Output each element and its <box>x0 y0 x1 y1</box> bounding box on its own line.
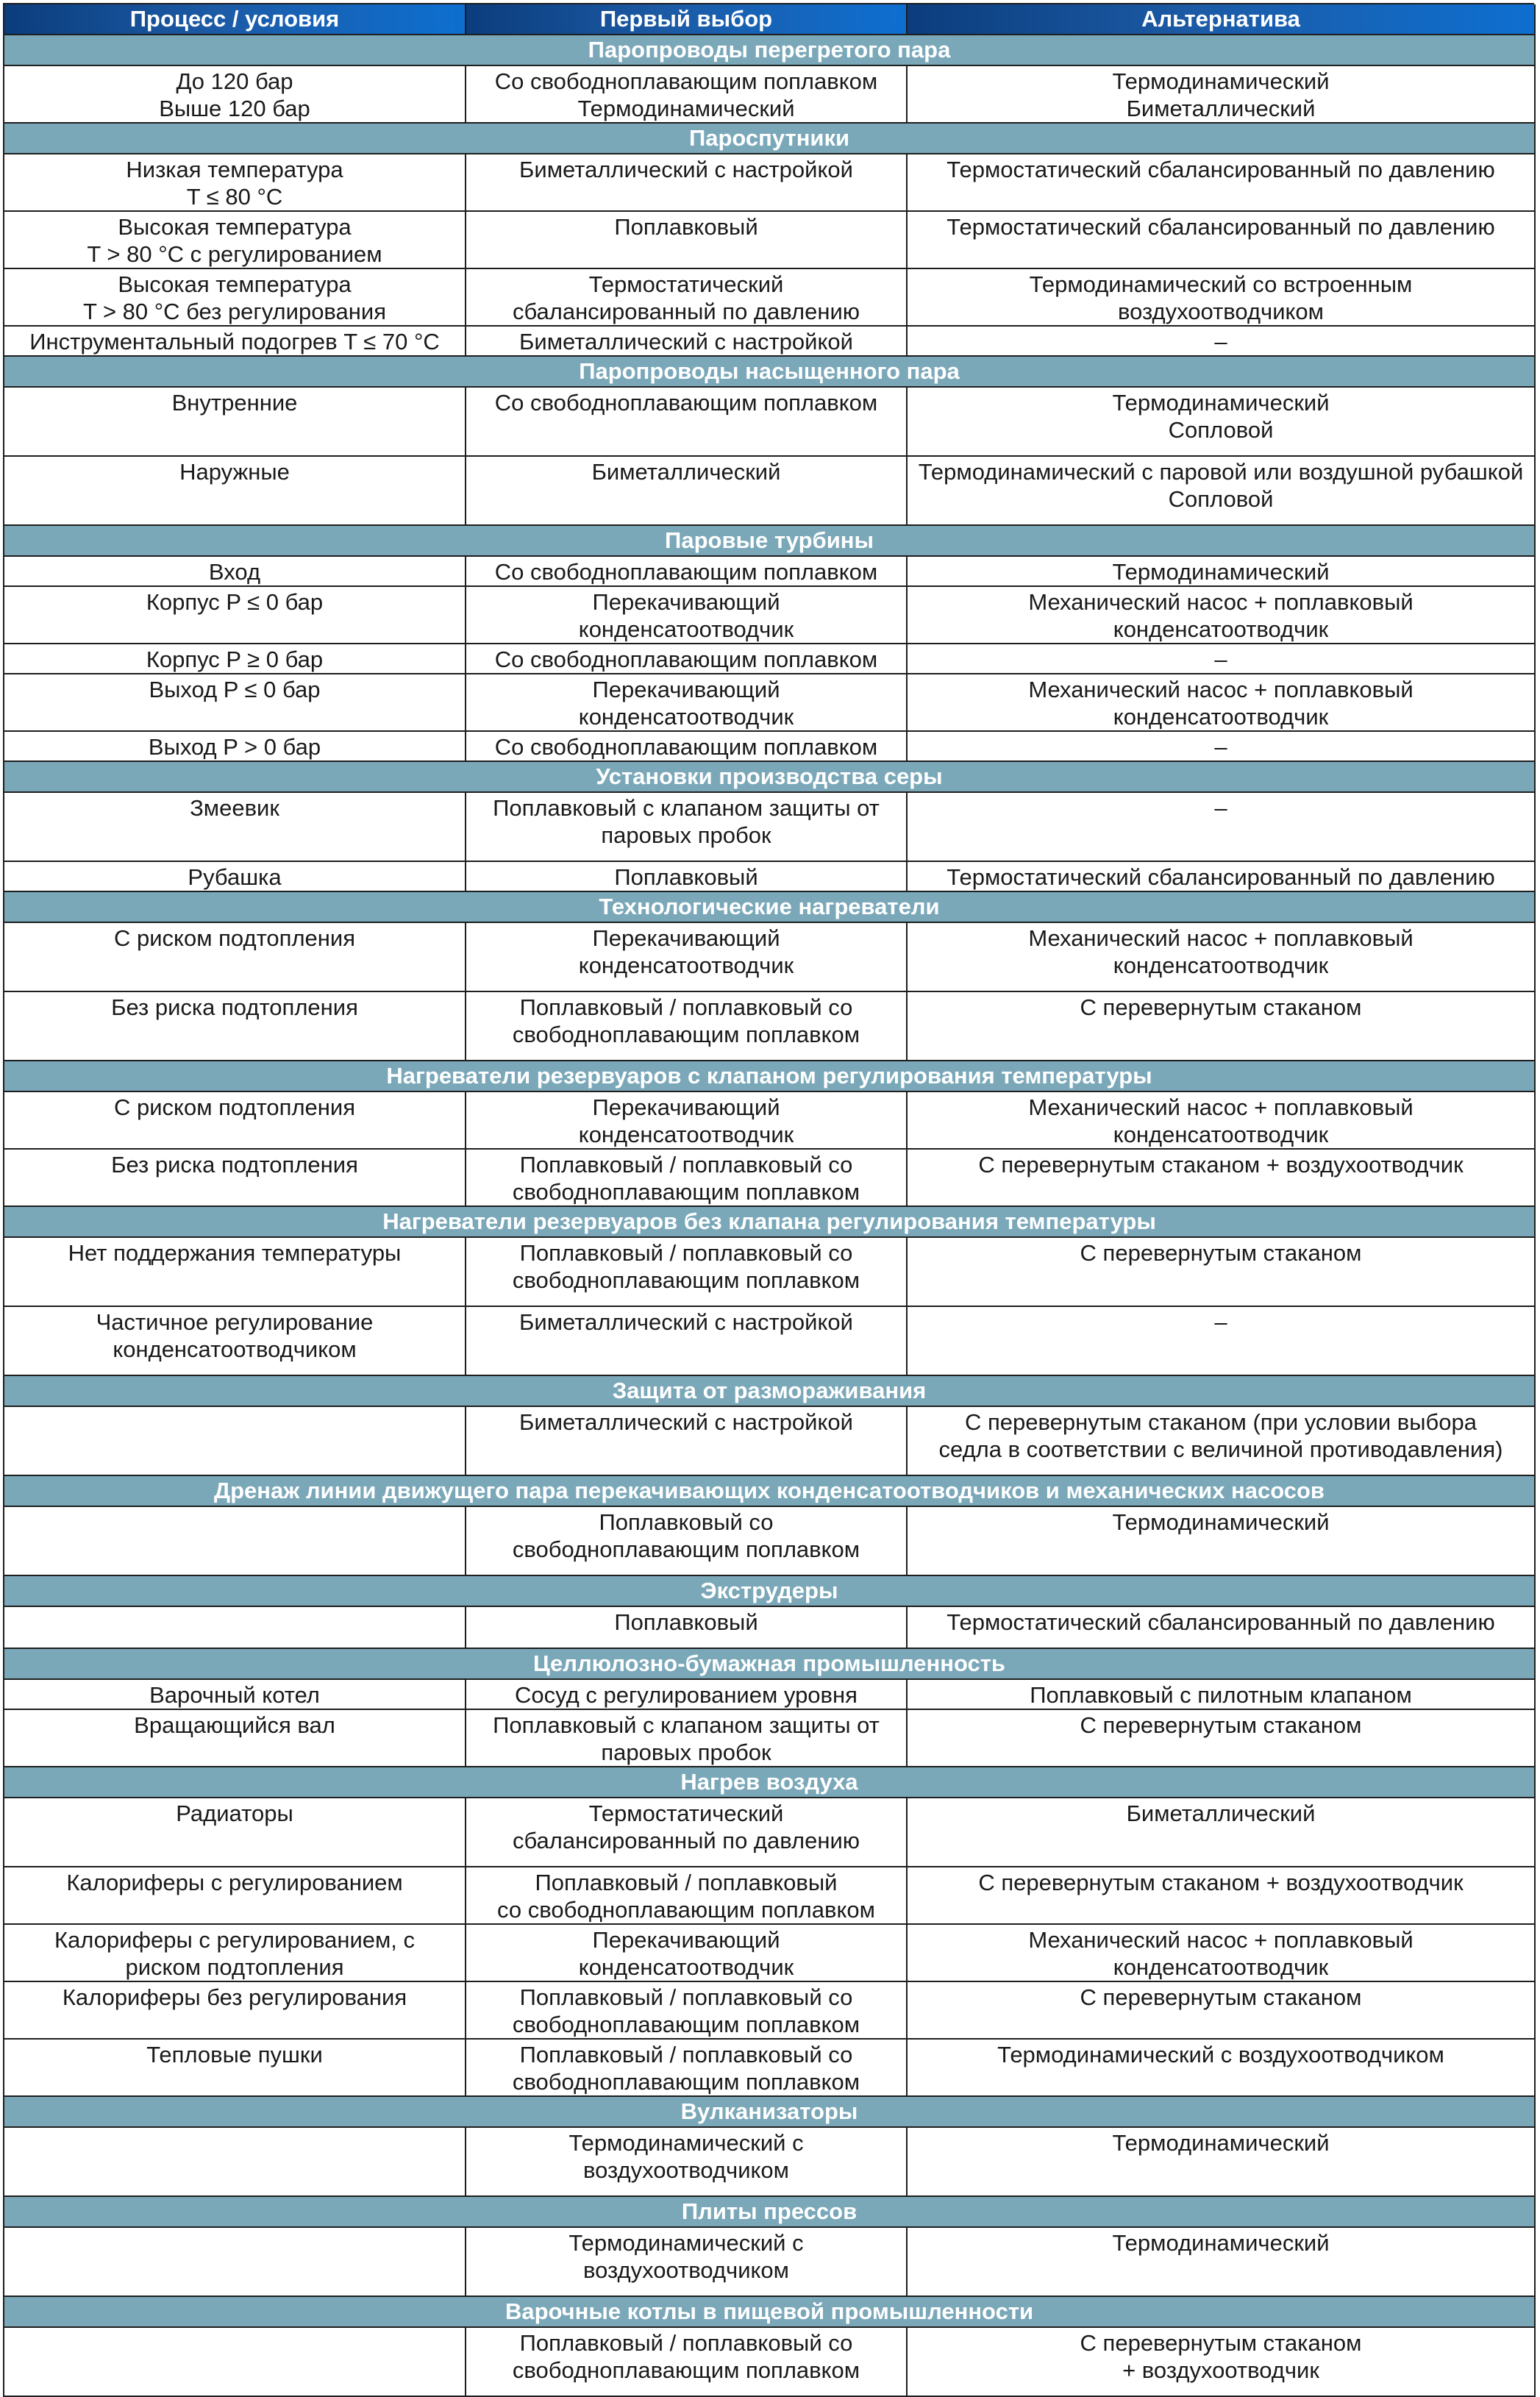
steam-trap-selection-table <box>3 3 1534 2397</box>
row-alternative: – <box>908 327 1536 357</box>
row-alternative: Механический насос + поплавковый конденсатоотводчик <box>908 587 1536 644</box>
row-process: Нет поддержания температуры <box>4 1238 466 1307</box>
row-first-choice: Поплавковый / поплавковый со свободноплавающим поплавком <box>466 1150 908 1207</box>
row-process: Варочный котел <box>4 1680 466 1710</box>
row-first-choice: Поплавковый <box>466 1607 908 1649</box>
row-process: Наружные <box>4 457 466 526</box>
row-process <box>4 2128 466 2197</box>
row-process: Высокая температура T > 80 °C без регулирования <box>4 269 466 327</box>
row-alternative: С перевернутым стаканом <box>908 992 1536 1061</box>
row-alternative: Механический насос + поплавковый конденсатоотводчик <box>908 674 1536 732</box>
row-first-choice: Термодинамический с воздухоотводчиком <box>466 2128 908 2197</box>
row-alternative: Термостатический сбалансированный по давлению <box>908 154 1536 212</box>
row-first-choice: Термодинамический с воздухоотводчиком <box>466 2228 908 2297</box>
row-first-choice: Сосуд с регулированием уровня <box>466 1680 908 1710</box>
row-alternative: Поплавковый с пилотным клапаном <box>908 1680 1536 1710</box>
row-first-choice: Перекачивающий конденсатоотводчик <box>466 923 908 992</box>
header-process: Процесс / условия <box>4 4 466 35</box>
row-alternative: Термостатический сбалансированный по давлению <box>908 862 1536 892</box>
row-first-choice: Поплавковый / поплавковый со свободноплавающим поплавком <box>466 1867 908 1925</box>
row-alternative: Механический насос + поплавковый конденсатоотводчик <box>908 1925 1536 1982</box>
row-alternative: Термодинамический Сопловой <box>908 388 1536 457</box>
row-first-choice: Термостатический сбалансированный по давлению <box>466 269 908 327</box>
row-process: Калориферы с регулированием <box>4 1867 466 1925</box>
row-first-choice: Биметаллический с настройкой <box>466 327 908 357</box>
row-alternative: С перевернутым стаканом + воздухоотводчик <box>908 1867 1536 1925</box>
row-first-choice: Со свободноплавающим поплавком <box>466 732 908 762</box>
row-alternative: – <box>908 1307 1536 1376</box>
row-process: Внутренние <box>4 388 466 457</box>
row-alternative: – <box>908 793 1536 862</box>
section-title: Нагреватели резервуаров без клапана регулирования температуры <box>4 1207 1536 1238</box>
row-process <box>4 1607 466 1649</box>
row-alternative: Термодинамический <box>908 2228 1536 2297</box>
row-alternative: – <box>908 732 1536 762</box>
section-title: Вулканизаторы <box>4 2097 1536 2128</box>
row-process <box>4 1407 466 1476</box>
row-alternative: С перевернутым стаканом + воздухоотводчик <box>908 1150 1536 1207</box>
row-first-choice: Поплавковый с клапаном защиты от паровых пробок <box>466 1710 908 1767</box>
row-first-choice: Перекачивающий конденсатоотводчик <box>466 674 908 732</box>
section-title: Установки производства серы <box>4 762 1536 793</box>
row-alternative: Термодинамический Биметаллический <box>908 66 1536 124</box>
row-process: Змеевик <box>4 793 466 862</box>
row-alternative: Механический насос + поплавковый конденсатоотводчик <box>908 1092 1536 1150</box>
row-process: Выход P ≤ 0 бар <box>4 674 466 732</box>
row-first-choice: Поплавковый / поплавковый со свободноплавающим поплавком <box>466 1238 908 1307</box>
row-first-choice: Перекачивающий конденсатоотводчик <box>466 1925 908 1982</box>
row-process: Без риска подтопления <box>4 992 466 1061</box>
header-first-choice: Первый выбор <box>466 4 908 35</box>
row-first-choice: Перекачивающий конденсатоотводчик <box>466 587 908 644</box>
row-process: С риском подтопления <box>4 1092 466 1150</box>
row-first-choice: Со свободноплавающим поплавком Термодинамический <box>466 66 908 124</box>
row-alternative: Термодинамический с паровой или воздушной рубашкой Сопловой <box>908 457 1536 526</box>
row-first-choice: Поплавковый со свободноплавающим поплавком <box>466 1507 908 1576</box>
row-first-choice: Термостатический сбалансированный по давлению <box>466 1798 908 1867</box>
row-process <box>4 1507 466 1576</box>
section-title: Целлюлозно-бумажная промышленность <box>4 1649 1536 1680</box>
row-process: С риском подтопления <box>4 923 466 992</box>
row-alternative: Механический насос + поплавковый конденсатоотводчик <box>908 923 1536 992</box>
row-alternative: Термодинамический с воздухоотводчиком <box>908 2040 1536 2097</box>
row-first-choice: Биметаллический с настройкой <box>466 1407 908 1476</box>
row-alternative: С перевернутым стаканом (при условии выбора седла в соответствии с величиной противодавления) <box>908 1407 1536 1476</box>
row-process: Инструментальный подогрев T ≤ 70 °C <box>4 327 466 357</box>
row-alternative: Термостатический сбалансированный по давлению <box>908 1607 1536 1649</box>
section-title: Нагреватели резервуаров с клапаном регулирования температуры <box>4 1061 1536 1092</box>
row-first-choice: Поплавковый <box>466 862 908 892</box>
row-first-choice: Биметаллический с настройкой <box>466 154 908 212</box>
row-process: Без риска подтопления <box>4 1150 466 1207</box>
section-title: Пароспутники <box>4 124 1536 154</box>
row-first-choice: Со свободноплавающим поплавком <box>466 557 908 587</box>
section-title: Экструдеры <box>4 1576 1536 1607</box>
section-title: Варочные котлы в пищевой промышленности <box>4 2297 1536 2328</box>
row-alternative: С перевернутым стаканом + воздухоотводчик <box>908 2328 1536 2397</box>
row-alternative: С перевернутым стаканом <box>908 1238 1536 1307</box>
section-title: Паропроводы перегретого пара <box>4 35 1536 66</box>
section-title: Паровые турбины <box>4 526 1536 557</box>
row-alternative: С перевернутым стаканом <box>908 1982 1536 2040</box>
row-alternative: – <box>908 644 1536 674</box>
row-first-choice: Поплавковый / поплавковый со свободноплавающим поплавком <box>466 1982 908 2040</box>
row-process <box>4 2328 466 2397</box>
row-first-choice: Со свободноплавающим поплавком <box>466 644 908 674</box>
section-title: Нагрев воздуха <box>4 1767 1536 1798</box>
row-process: Корпус P ≤ 0 бар <box>4 587 466 644</box>
row-alternative: Термодинамический <box>908 1507 1536 1576</box>
section-title: Плиты прессов <box>4 2197 1536 2228</box>
row-first-choice: Биметаллический <box>466 457 908 526</box>
section-title: Технологические нагреватели <box>4 892 1536 923</box>
row-first-choice: Со свободноплавающим поплавком <box>466 388 908 457</box>
row-alternative: Термостатический сбалансированный по давлению <box>908 212 1536 269</box>
section-title: Дренаж линии движущего пара перекачивающих конденсатоотводчиков и механических насосов <box>4 1476 1536 1507</box>
row-alternative: Термодинамический со встроенным воздухоотводчиком <box>908 269 1536 327</box>
row-process: Радиаторы <box>4 1798 466 1867</box>
row-first-choice: Поплавковый / поплавковый со свободноплавающим поплавком <box>466 2040 908 2097</box>
row-process <box>4 2228 466 2297</box>
row-process: Частичное регулирование конденсатоотводчиком <box>4 1307 466 1376</box>
row-process: Корпус P ≥ 0 бар <box>4 644 466 674</box>
header-alternative: Альтернатива <box>908 4 1536 35</box>
row-first-choice: Перекачивающий конденсатоотводчик <box>466 1092 908 1150</box>
row-process: Вращающийся вал <box>4 1710 466 1767</box>
row-process: Высокая температура T > 80 °C с регулированием <box>4 212 466 269</box>
row-process: Калориферы с регулированием, с риском подтопления <box>4 1925 466 1982</box>
row-first-choice: Поплавковый с клапаном защиты от паровых пробок <box>466 793 908 862</box>
row-first-choice: Поплавковый / поплавковый со свободноплавающим поплавком <box>466 2328 908 2397</box>
row-process: Низкая температура T ≤ 80 °C <box>4 154 466 212</box>
row-first-choice: Поплавковый <box>466 212 908 269</box>
section-title: Паропроводы насыщенного пара <box>4 357 1536 388</box>
row-alternative: С перевернутым стаканом <box>908 1710 1536 1767</box>
row-process: Калориферы без регулирования <box>4 1982 466 2040</box>
row-process: Тепловые пушки <box>4 2040 466 2097</box>
row-first-choice: Поплавковый / поплавковый со свободноплавающим поплавком <box>466 992 908 1061</box>
section-title: Защита от размораживания <box>4 1376 1536 1407</box>
row-alternative: Биметаллический <box>908 1798 1536 1867</box>
row-process: Вход <box>4 557 466 587</box>
row-alternative: Термодинамический <box>908 2128 1536 2197</box>
row-alternative: Термодинамический <box>908 557 1536 587</box>
row-process: До 120 бар Выше 120 бар <box>4 66 466 124</box>
row-process: Выход P > 0 бар <box>4 732 466 762</box>
row-process: Рубашка <box>4 862 466 892</box>
row-first-choice: Биметаллический с настройкой <box>466 1307 908 1376</box>
